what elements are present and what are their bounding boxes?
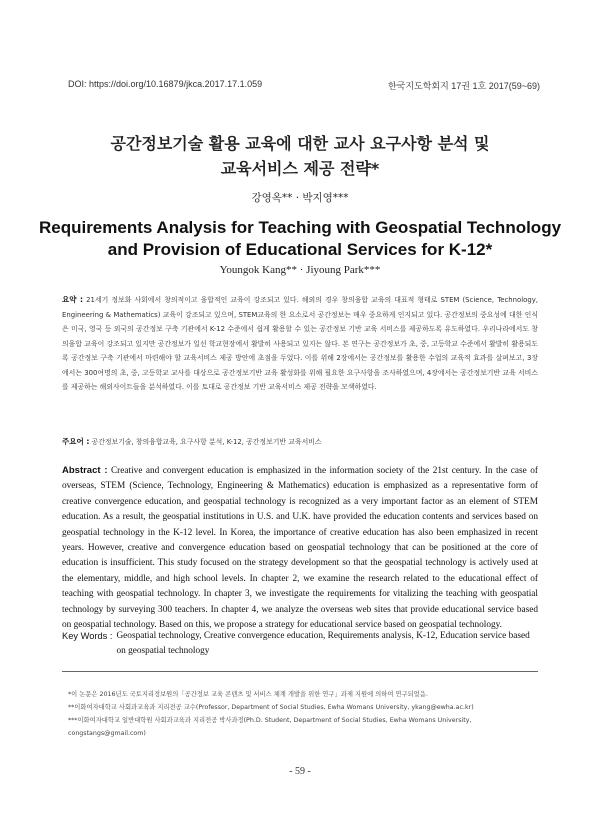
korean-title-line-2: 교육서비스 제공 전략* <box>220 159 380 178</box>
korean-keywords-text: 공간정보기술, 창의융합교육, 요구사항 분석, K-12, 공간정보기반 교육서비스 <box>89 438 322 446</box>
korean-keywords-label: 주요어 : <box>62 437 90 446</box>
korean-title-line-1: 공간정보기술 활용 교육에 대한 교사 요구사항 분석 및 <box>110 134 490 153</box>
korean-keywords <box>62 436 538 447</box>
footnote-funding: *이 논문은 2016년도 국토지리정보원의「공간정보 교육 콘텐츠 및 서비스 체계 개발을 위한 연구」과제 지원에 의하여 연구되었음. <box>68 691 428 698</box>
korean-abstract-label: 요약 : <box>62 295 84 304</box>
english-title-line-1: Requirements Analysis for Teaching with Geospatial Technology <box>38 218 562 237</box>
journal-header: 한국지도학회지 17권 1호 2017(59~69) <box>387 81 540 91</box>
footnote-divider <box>62 671 538 672</box>
english-abstract-label: Abstract : <box>62 465 108 476</box>
english-title-line-2: and Provision of Educational Services for K-12* <box>107 240 493 259</box>
english-abstract <box>62 463 538 633</box>
footnote-author-1: **이화여자대학교 사회과교육과 지리전공 교수(Professor, Department of Social Studies, Ewha Womans University, ykang@ewha.ac.kr) <box>68 704 474 711</box>
korean-abstract-text: 21세기 정보화 사회에서 창의적이고 융합적인 교육이 강조되고 있다. 해외의 경우 창의융합 교육의 대표적 형태로 STEM (Science, Technology, Engineering & Mathematics) 교육이 강조되고 있으며, STEM교육의 한 요소로서 공간정보는 매우 중요하게 인지되고 있다. 공간정보의 중요성에 대한 인식은 미국, 영국 등 외국의 공간정보 구축 기관에서 K-12 수준에서 쉽게 활용할 수 있는 공간정보 기반 교육 서비스를 제공하도록 유도하였다. 우리나라에서도 창의융합 교육이 강조되고 있지만 공간정보가 일선 학교현장에서 활발히 사용되고 있지는 않다. 본 연구는 공간정보가 초, 중, 고등학교 수준에서 활발히 활용되도록 공간정보 구축 기관에서 마련해야 할 교육서비스 제공 방안에 초점을 두었다. 이를 위해 2장에서는 공간정보를 활용한 수업의 교육적 효과를 살펴보고, 3장에서는 300여명의 초, 중, 고등학교 교사를 대상으로 공간정보기반 교육 활성화를 위해 필요한 요구사항을 조사하였으며, 4장에서는 공간정보기반 교육 서비스를 제공하는 해외사이트들을 분석하였다. 이를 토대로 공간정보 기반 교육서비스 제공 전략을 모색하였다. <box>62 296 538 391</box>
korean-abstract <box>62 293 538 395</box>
korean-authors: 강영옥** · 박지영*** <box>251 192 349 204</box>
english-keywords <box>62 629 538 660</box>
page-number: - 59 - <box>289 766 311 777</box>
english-abstract-text: Creative and convergent education is emphasized in the information society of the 21st century. In the case of overseas, STEM (Science, Technology, Engineering & Mathematics) education is emphasized as a representative form of creative convergence education, and geospatial technology is recognized as a very important factor as an element of STEM education. As a result, the geospatial institutions in U.S. and U.K. have provided the education contents and services based on geospatial technology in the K-12 level. In Korea, the importance of creative education has also been emphasized in recent years. However, creative and convergence education based on geospatial technology that can be positioned at the core of education is insufficient. This study focused on the strategy development so that the geospatial technology is actively used at the elementary, middle, and high school levels. In chapter 2, we examine the research related to the educational effect of teaching with geospatial technology. In chapter 3, we investigate the requirements for vitalizing the teaching with geospatial technology by surveying 300 teachers. In chapter 4, we analyze the overseas web sites that provide educational service based on geospatial technology. Based on this, we propose a strategy for educational service based on geospatial technology. <box>62 466 538 631</box>
english-keywords-text: Geospatial technology, Creative convergence education, Requirements analysis, K-12, Education service based on geospatial technology <box>116 631 530 657</box>
english-keywords-label: Key Words : <box>62 631 113 641</box>
footnote-author-2: ***이화여자대학교 일반대학원 사회과교육과 지리전공 박사과정(Ph.D. Student, Department of Social Studies, Ewha Womans University, congstangs@gmail.com) <box>68 717 472 737</box>
english-authors: Youngok Kang** · Jiyoung Park*** <box>219 264 381 276</box>
doi-header[interactable]: DOI: https://doi.org/10.16879/jkca.2017.17.1.059 <box>68 79 263 89</box>
